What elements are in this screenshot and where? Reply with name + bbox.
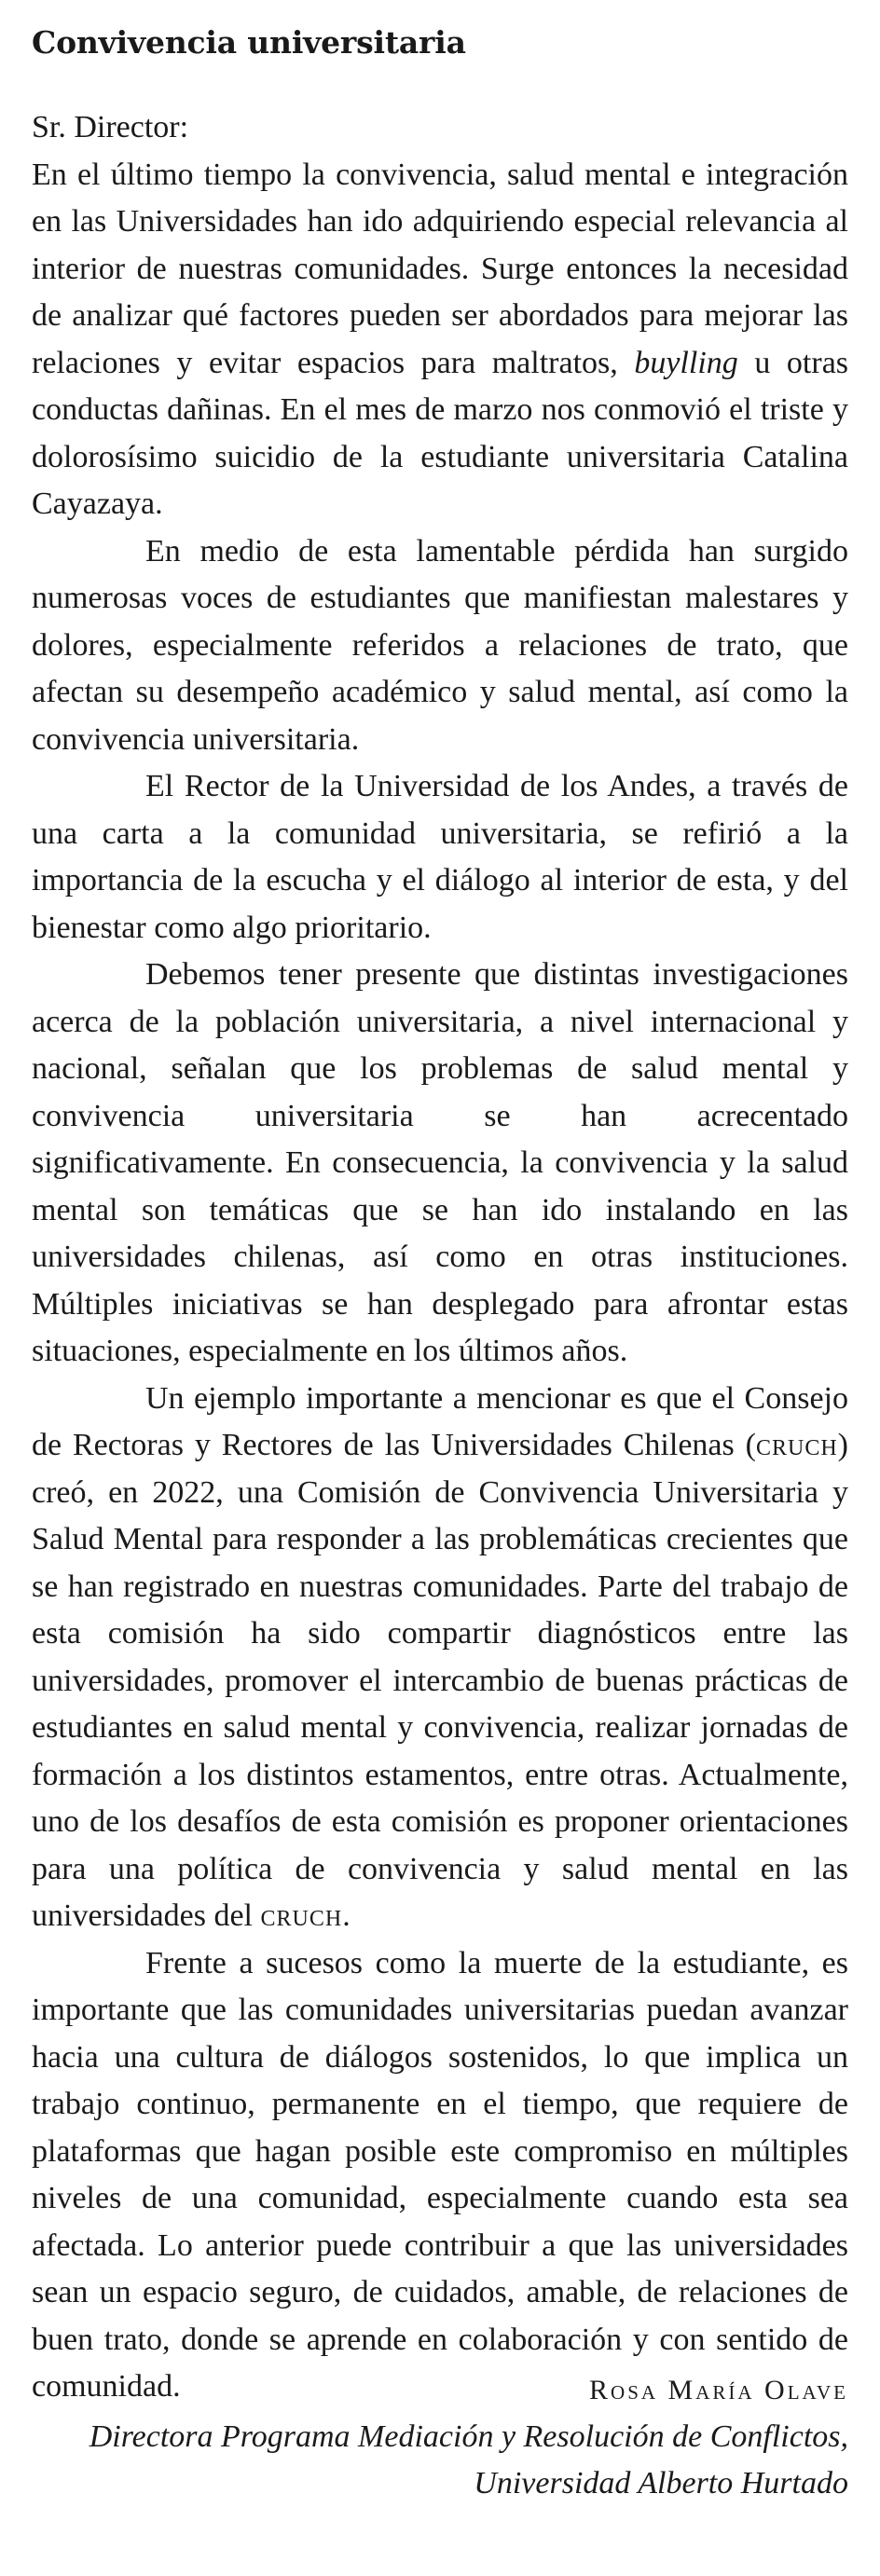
salutation: Sr. Director: xyxy=(32,110,189,144)
paragraph-3: El Rector de la Universidad de los Andes, a través de una carta a la comunidad universitaria, se refirió a la importancia de la escucha y el diálogo al interior de esta, y del bienestar como algo prioritario. xyxy=(32,769,848,945)
signature-block xyxy=(89,2367,848,2507)
paragraph-1-text-b: u otras conductas dañinas. En el mes de marzo nos conmovió el triste y dolorosísimo suicidio de la estudiante universitaria Catalina Cayazaya. xyxy=(32,345,849,521)
signature-name: Rosa María Olave xyxy=(589,2375,848,2405)
letter-body xyxy=(32,104,848,2411)
paragraph-4: Debemos tener presente que distintas investigaciones acerca de la población universitaria, a nivel internacional y nacional, señalan que los problemas de salud mental y convivencia universitaria se han acrecentado significativamente. En consecuencia, la convivencia y la salud mental son temáticas que se han ido instalando en las universidades chilenas, así como en otras instituciones. Múltiples iniciativas se han desplegado para afrontar estas situaciones, especialmente en los últimos años. xyxy=(32,957,848,1368)
paragraph-2: En medio de esta lamentable pérdida han surgido numerosas voces de estudiantes que manifiestan malestares y dolores, especialmente referidos a relaciones de trato, que afectan su desempeño académico y salud mental, así como la convivencia universitaria. xyxy=(32,533,848,757)
paragraph-1 xyxy=(32,152,848,528)
signature-role: Directora Programa Mediación y Resolución de Conflictos, xyxy=(89,2419,848,2454)
letter xyxy=(32,21,848,2411)
paragraph-5-text-c: . xyxy=(342,1898,351,1933)
paragraph-5-acronym-2: cruch xyxy=(260,1898,343,1933)
paragraph-5 xyxy=(32,1376,848,1940)
paragraph-5-text-a: Un ejemplo importante a mencionar es que el Consejo de Rectoras y Rectores de las Universidades Chilenas ( xyxy=(32,1380,848,1462)
paragraph-5-text-b: ) creó, en 2022, una Comisión de Convivencia Universitaria y Salud Mental para responder a las problemáticas crecientes que se han registrado en nuestras comunidades. Parte del trabajo de esta comisión ha sido compartir diagnósticos entre las universidades, promover el intercambio de buenas prácticas de estudiantes en salud mental y convivencia, realizar jornadas de formación a los distintos estamentos, entre otras. Actualmente, uno de los desafíos de esta comisión es proponer orientaciones para una política de convivencia y salud mental en las universidades del xyxy=(32,1428,848,1933)
paragraph-6: Frente a sucesos como la muerte de la estudiante, es importante que las comunidades universitarias puedan avanzar hacia una cultura de diálogos sostenidos, lo que implica un trabajo continuo, permanente en el tiempo, que requiere de plataformas que hagan posible este compromiso en múltiples niveles de una comunidad, especialmente cuando esta sea afectada. Lo anterior puede contribuir a que las universidades sean un espacio seguro, de cuidados, amable, de relaciones de buen trato, donde se aprende en colaboración y con sentido de comunidad. xyxy=(32,1945,848,2404)
letter-title: Convivencia universitaria xyxy=(32,24,466,61)
paragraph-1-italic-term: buylling xyxy=(634,345,738,380)
paragraph-5-acronym: cruch xyxy=(755,1428,838,1462)
signature-organization: Universidad Alberto Hurtado xyxy=(474,2466,848,2501)
paragraph-1-text-a: En el último tiempo la convivencia, salud mental e integración en las Universidades han ido adquiriendo especial relevancia al interior de nuestras comunidades. Surge entonces la necesidad de analizar qué factores pueden ser abordados para mejorar las relaciones y evitar espacios para maltratos, xyxy=(32,157,848,380)
